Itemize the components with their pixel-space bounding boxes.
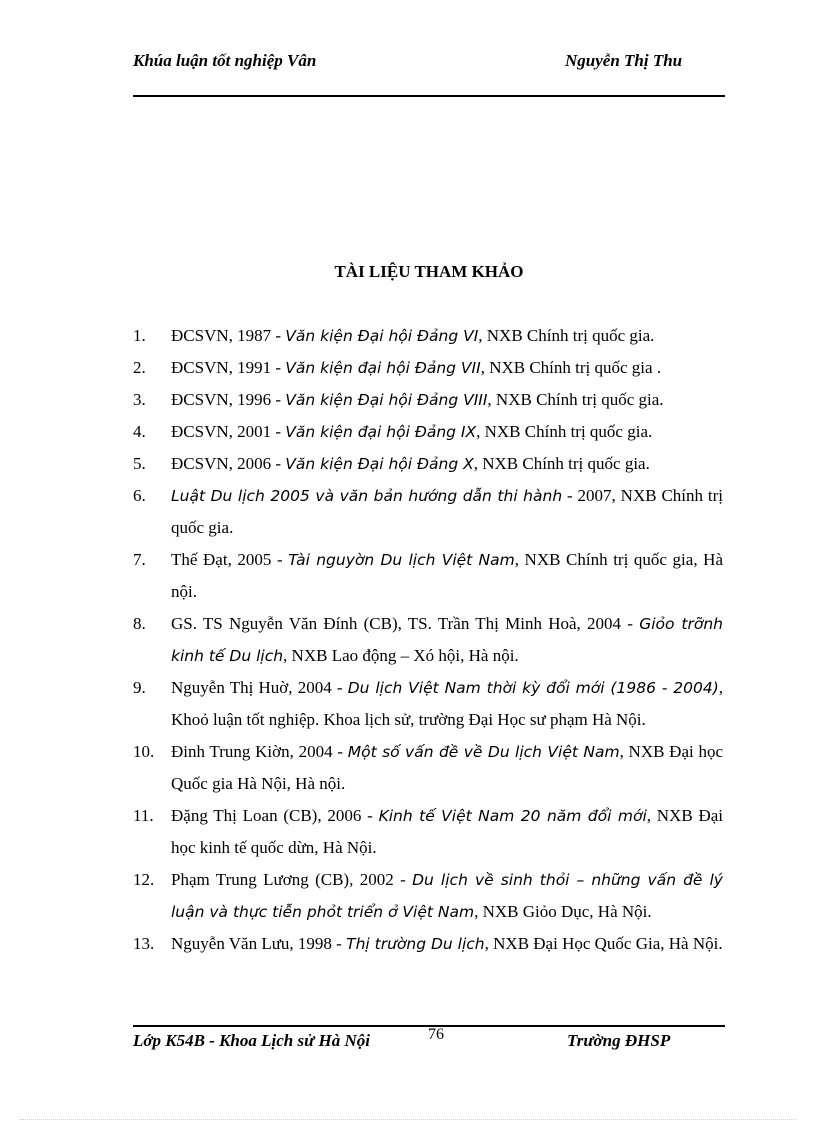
footer-left-text: Lớp K54B - Khoa Lịch sử Hà Nội bbox=[133, 1031, 371, 1050]
reference-publisher: , NXB Giỏo Dục, Hà Nội. bbox=[474, 902, 652, 921]
reference-publisher: , NXB Đại Học Quốc Gia, Hà Nội. bbox=[484, 934, 723, 953]
reference-publisher: , NXB Chính trị quốc gia. bbox=[487, 390, 664, 409]
page-number: 76 bbox=[428, 1026, 444, 1043]
reference-work: Văn kiện đại hội Đảng IX bbox=[285, 423, 477, 441]
reference-author: ĐCSVN, 2001 - bbox=[171, 422, 286, 441]
reference-number: 10. bbox=[133, 742, 155, 761]
reference-item bbox=[133, 928, 723, 960]
reference-number: 11. bbox=[133, 806, 154, 825]
reference-work: Văn kiện đại hội Đảng VII bbox=[285, 359, 481, 377]
reference-item bbox=[133, 352, 723, 384]
reference-author: ĐCSVN, 1991 - bbox=[171, 358, 286, 377]
reference-item bbox=[133, 320, 723, 352]
header-left-text: Khúa luận tốt nghiệp Vân bbox=[133, 51, 317, 70]
reference-publisher: , NXB Lao động – Xó hội, Hà nội. bbox=[283, 646, 519, 665]
reference-item bbox=[133, 544, 723, 608]
reference-item bbox=[133, 608, 723, 672]
reference-publisher: , NXB Chính trị quốc gia. bbox=[476, 422, 653, 441]
reference-item bbox=[133, 864, 723, 928]
reference-publisher: , NXB Chính trị quốc gia. bbox=[473, 454, 650, 473]
reference-work: Du lịch về sinh thỏi – những vấn đề lý luận và thực tiễn phỏt triển ở Việt Nam bbox=[171, 871, 723, 921]
reference-author: Đặng Thị Loan (CB), 2006 - bbox=[171, 806, 379, 825]
reference-item bbox=[133, 480, 723, 544]
reference-work: Du lịch Việt Nam thời kỳ đổi mới (1986 - 2004) bbox=[347, 679, 719, 697]
reference-number: 1. bbox=[133, 326, 146, 345]
header-right-text: Nguyễn Thị Thu bbox=[565, 51, 683, 70]
reference-number: 13. bbox=[133, 934, 155, 953]
reference-number: 3. bbox=[133, 390, 146, 409]
reference-number: 12. bbox=[133, 870, 155, 889]
reference-list bbox=[133, 320, 723, 960]
reference-number: 5. bbox=[133, 454, 146, 473]
reference-work: Văn kiện Đại hội Đảng VI bbox=[285, 327, 479, 345]
reference-publisher: , Khoỏ luận tốt nghiệp. Khoa lịch sử, trường Đại Học sư phạm Hà Nội. bbox=[171, 678, 723, 729]
reference-publisher: - 2007, NXB Chính trị quốc gia. bbox=[171, 486, 723, 537]
reference-publisher: , NXB Đại học kinh tế quốc dừn, Hà Nội. bbox=[171, 806, 723, 857]
reference-publisher: , NXB Chính trị quốc gia . bbox=[480, 358, 662, 377]
reference-author: ĐCSVN, 2006 - bbox=[171, 454, 286, 473]
reference-number: 8. bbox=[133, 614, 146, 633]
reference-author: Nguyễn Thị Huờ, 2004 - bbox=[171, 678, 348, 697]
reference-item bbox=[133, 384, 723, 416]
reference-item bbox=[133, 800, 723, 864]
reference-author: Nguyễn Văn Lưu, 1998 - bbox=[171, 934, 347, 953]
reference-author: Thế Đạt, 2005 - bbox=[171, 550, 289, 569]
reference-item bbox=[133, 672, 723, 736]
reference-work: Thị trường Du lịch bbox=[346, 935, 485, 953]
reference-item bbox=[133, 736, 723, 800]
reference-number: 2. bbox=[133, 358, 146, 377]
page-title: TÀI LIỆU THAM KHẢO bbox=[334, 262, 524, 281]
reference-work: Văn kiện Đại hội Đảng VIII bbox=[285, 391, 488, 409]
footer-right-text: Trường ĐHSP bbox=[567, 1031, 671, 1050]
reference-work: Văn kiện Đại hội Đảng X bbox=[285, 455, 474, 473]
reference-number: 4. bbox=[133, 422, 146, 441]
header-divider bbox=[133, 95, 725, 97]
reference-work: Luật Du lịch 2005 và văn bản hướng dẫn thi hành bbox=[171, 487, 563, 505]
reference-work: Kinh tế Việt Nam 20 năm đổi mới bbox=[378, 807, 647, 825]
reference-number: 9. bbox=[133, 678, 146, 697]
reference-work: Giỏo trỡnh kinh tế Du lịch bbox=[171, 615, 723, 665]
reference-publisher: , NXB Chính trị quốc gia. bbox=[478, 326, 655, 345]
reference-item bbox=[133, 448, 723, 480]
reference-author: GS. TS Nguyễn Văn Đính (CB), TS. Trần Thị Minh Hoà, 2004 - bbox=[171, 614, 640, 633]
reference-work: Tài nguyờn Du lịch Việt Nam bbox=[288, 551, 515, 569]
reference-author: ĐCSVN, 1996 - bbox=[171, 390, 286, 409]
reference-publisher: , NXB Chính trị quốc gia, Hà nội. bbox=[171, 550, 723, 601]
reference-number: 6. bbox=[133, 486, 146, 505]
reference-number: 7. bbox=[133, 550, 146, 569]
reference-author: Đinh Trung Kiờn, 2004 - bbox=[171, 742, 348, 761]
reference-publisher: , NXB Đại học Quốc gia Hà Nội, Hà nội. bbox=[171, 742, 724, 793]
reference-author: ĐCSVN, 1987 - bbox=[171, 326, 286, 345]
reference-work: Một số vấn đề về Du lịch Việt Nam bbox=[347, 743, 620, 761]
reference-author: Phạm Trung Lương (CB), 2002 - bbox=[171, 870, 413, 889]
page-bottom-border bbox=[20, 1119, 796, 1120]
reference-item bbox=[133, 416, 723, 448]
